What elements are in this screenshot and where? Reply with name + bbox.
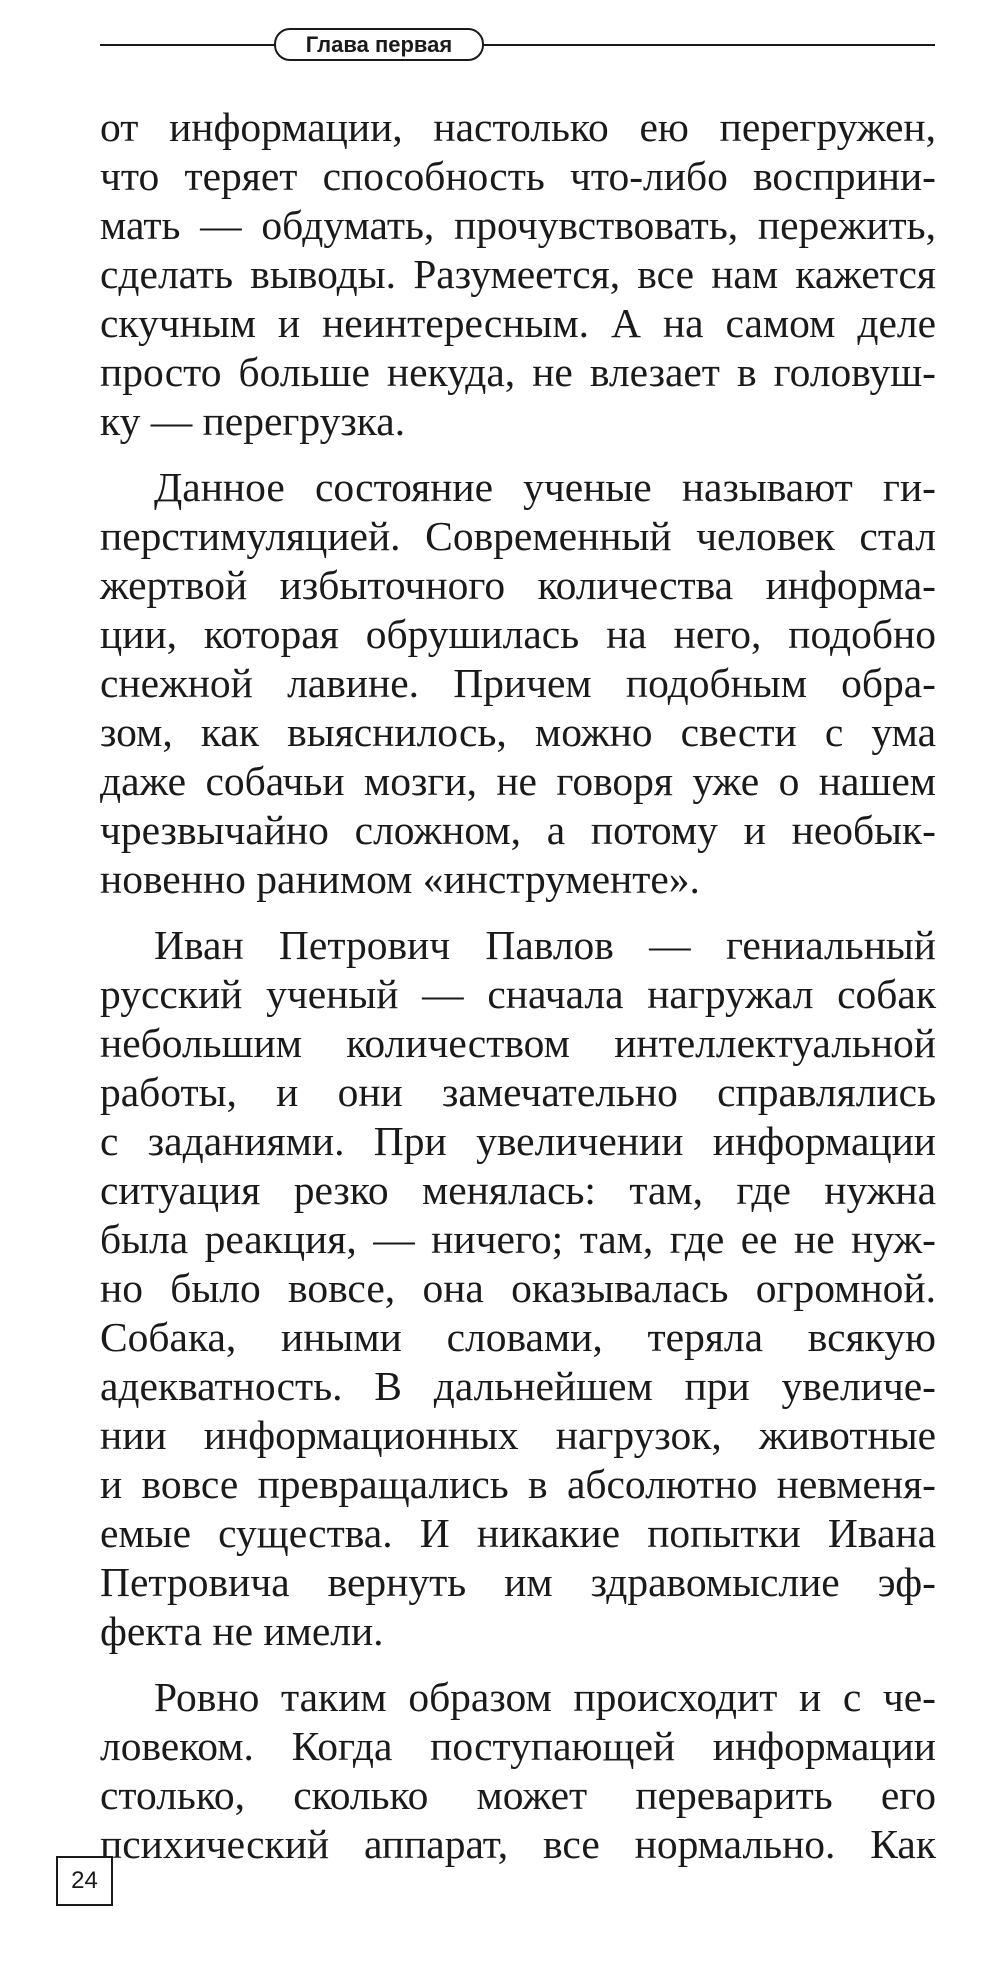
paragraph-gap (100, 446, 936, 463)
text-line: скучным и неинтересным. А на самом деле (100, 300, 936, 346)
text-line: нии информационных нагрузок, животные (100, 1412, 936, 1458)
chapter-title: Глава первая (274, 28, 484, 61)
text-line: что теряет способность что-либо восприни- (100, 153, 936, 199)
text-line: ловеком. Когда поступающей информации (100, 1723, 936, 1769)
text-line: емые существа. И никакие попытки Ивана (100, 1510, 936, 1556)
text-line: небольшим количеством интеллектуальной (100, 1020, 936, 1066)
paragraph (100, 1673, 936, 1869)
text-line: Собака, иными словами, теряла всякую (100, 1314, 936, 1360)
text-line: чрезвычайно сложном, а потому и необык- (100, 807, 936, 853)
text-line: жертвой избыточного количества информа- (100, 562, 936, 608)
page-number: 24 (56, 1856, 113, 1906)
text-line: была реакция, — ничего; там, где ее не нуж- (100, 1216, 936, 1262)
page-text (100, 103, 936, 1869)
text-line: и вовсе превращались в абсолютно невменя- (100, 1461, 936, 1507)
text-line: ку — перегрузка. (100, 398, 406, 444)
text-line: мать — обдумать, прочувствовать, пережить, (100, 202, 936, 248)
text-line: фекта не имели. (100, 1608, 384, 1654)
text-line: снежной лавине. Причем подобным обра- (100, 660, 936, 706)
paragraph-gap (100, 904, 936, 921)
text-line: ситуация резко менялась: там, где нужна (100, 1167, 936, 1213)
text-line: но было вовсе, она оказывалась огромной. (100, 1265, 936, 1311)
text-line: Данное состояние ученые называют ги- (154, 464, 936, 510)
paragraph (100, 921, 936, 1656)
running-header (100, 26, 935, 64)
text-line: Ровно таким образом происходит и с че- (154, 1674, 936, 1720)
text-line: адекватность. В дальнейшем при увеличе- (100, 1363, 936, 1409)
text-line: даже собачьи мозги, не говоря уже о нашем (100, 758, 936, 804)
text-line: ции, которая обрушилась на него, подобно (100, 611, 936, 657)
paragraph-gap (100, 1656, 936, 1673)
text-line: от информации, настолько ею перегружен, (100, 104, 936, 150)
text-line: сделать выводы. Разумеется, все нам кажется (100, 251, 936, 297)
text-line: работы, и они замечательно справлялись (100, 1069, 936, 1115)
paragraph (100, 463, 936, 904)
text-line: столько, сколько может переварить его (100, 1772, 936, 1818)
text-line: Петровича вернуть им здравомыслие эф- (100, 1559, 936, 1605)
text-line: Иван Петрович Павлов — гениальный (154, 922, 936, 968)
header-rule-right (484, 44, 935, 46)
text-line: с заданиями. При увеличении информации (100, 1118, 936, 1164)
header-rule-left (100, 44, 275, 46)
paragraph (100, 103, 936, 446)
text-line: русский ученый — сначала нагружал собак (100, 971, 936, 1017)
text-line: новенно ранимом «инструменте». (100, 856, 700, 902)
text-line: психический аппарат, все нормально. Как (100, 1821, 936, 1867)
text-line: просто больше некуда, не влезает в головуш- (100, 349, 936, 395)
text-line: перстимуляцией. Современный человек стал (100, 513, 936, 559)
text-line: зом, как выяснилось, можно свести с ума (100, 709, 936, 755)
